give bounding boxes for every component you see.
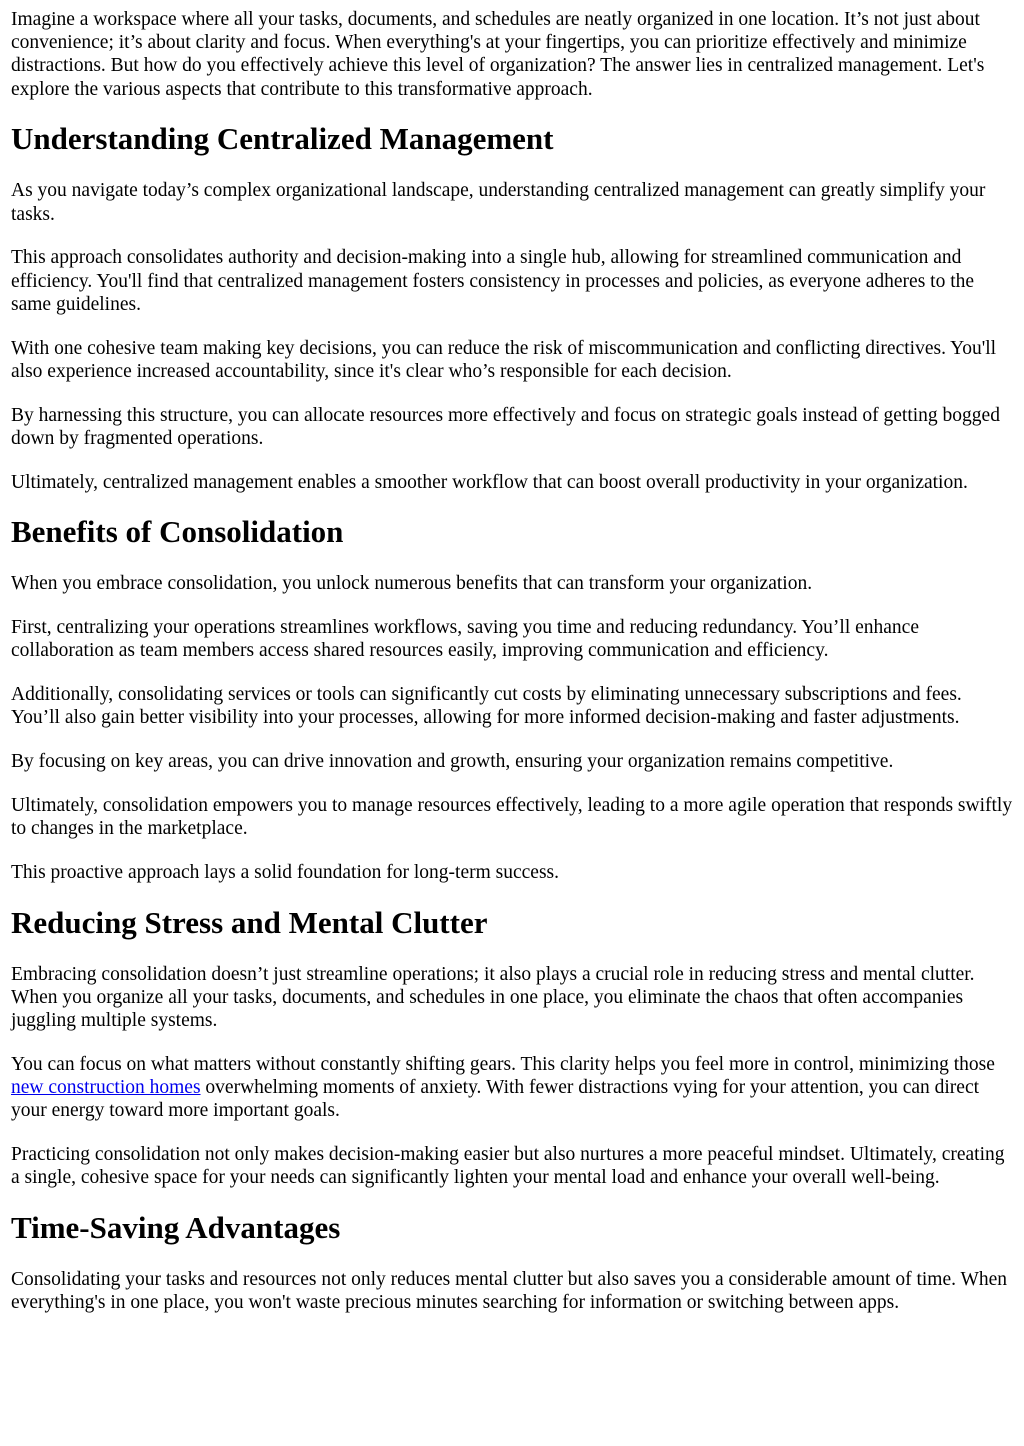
paragraph-text-before-link: You can focus on what matters without constantly shifting gears. This clarity helps you feel more in control, minimizing those xyxy=(11,1054,995,1075)
paragraph: Ultimately, consolidation empowers you to manage resources effectively, leading to a more agile operation that responds swiftly to changes in the marketplace. xyxy=(11,795,1013,840)
section-heading-benefits-of-consolidation: Benefits of Consolidation xyxy=(11,514,344,550)
paragraph: This proactive approach lays a solid foundation for long-term success. xyxy=(11,862,560,883)
paragraph: With one cohesive team making key decisions, you can reduce the risk of miscommunication and conflicting directives. You'll also experience increased accountability, since it's clear who’s responsible for each decision. xyxy=(11,337,997,382)
section-heading-time-saving-advantages: Time-Saving Advantages xyxy=(11,1210,341,1246)
paragraph: Embracing consolidation doesn’t just streamline operations; it also plays a crucial role in reducing stress and mental clutter. When you organize all your tasks, documents, and schedules in one place, you eliminate the chaos that often accompanies juggling multiple systems. xyxy=(11,963,975,1032)
paragraph: Practicing consolidation not only makes decision-making easier but also nurtures a more peaceful mindset. Ultimately, creating a single, cohesive space for your needs can significantly lighten your mental load and enhance your overall well-being. xyxy=(11,1144,1005,1189)
paragraph-with-link xyxy=(11,1053,1013,1123)
intro-paragraph: Imagine a workspace where all your tasks, documents, and schedules are neatly organized in one location. It’s not just about convenience; it’s about clarity and focus. When everything's at your fingertips, you can prioritize effectively and minimize distractions. But how do you effectively achieve this level of organization? The answer lies in centralized management. Let's explore the various aspects that contribute to this transformative approach. xyxy=(11,9,985,100)
paragraph: Additionally, consolidating services or tools can significantly cut costs by eliminating unnecessary subscriptions and fees. You’ll also gain better visibility into your processes, allowing for more informed decision-making and faster adjustments. xyxy=(11,684,962,729)
section-heading-centralized-management: Understanding Centralized Management xyxy=(11,121,554,157)
paragraph: As you navigate today’s complex organizational landscape, understanding centralized management can greatly simplify your tasks. xyxy=(11,180,986,225)
new-construction-homes-link[interactable]: new construction homes xyxy=(11,1077,201,1099)
paragraph: By harnessing this structure, you can allocate resources more effectively and focus on strategic goals instead of getting bogged down by fragmented operations. xyxy=(11,404,1000,449)
paragraph: First, centralizing your operations streamlines workflows, saving you time and reducing redundancy. You’ll enhance collaboration as team members access shared resources easily, improving communication and efficiency. xyxy=(11,617,919,662)
paragraph: This approach consolidates authority and decision-making into a single hub, allowing for streamlined communication and efficiency. You'll find that centralized management fosters consistency in processes and policies, as everyone adheres to the same guidelines. xyxy=(11,247,975,315)
paragraph: Consolidating your tasks and resources not only reduces mental clutter but also saves you a considerable amount of time. When everything's in one place, you won't waste precious minutes searching for information or switching between apps. xyxy=(11,1269,1008,1314)
paragraph-text-after-link: overwhelming moments of anxiety. With fewer distractions vying for your attention, you can direct your energy toward more important goals. xyxy=(11,1077,980,1122)
section-heading-reducing-stress: Reducing Stress and Mental Clutter xyxy=(11,904,488,940)
paragraph: By focusing on key areas, you can drive innovation and growth, ensuring your organization remains competitive. xyxy=(11,751,894,773)
paragraph: When you embrace consolidation, you unlock numerous benefits that can transform your organization. xyxy=(11,573,813,595)
paragraph: Ultimately, centralized management enables a smoother workflow that can boost overall productivity in your organization. xyxy=(11,471,968,493)
